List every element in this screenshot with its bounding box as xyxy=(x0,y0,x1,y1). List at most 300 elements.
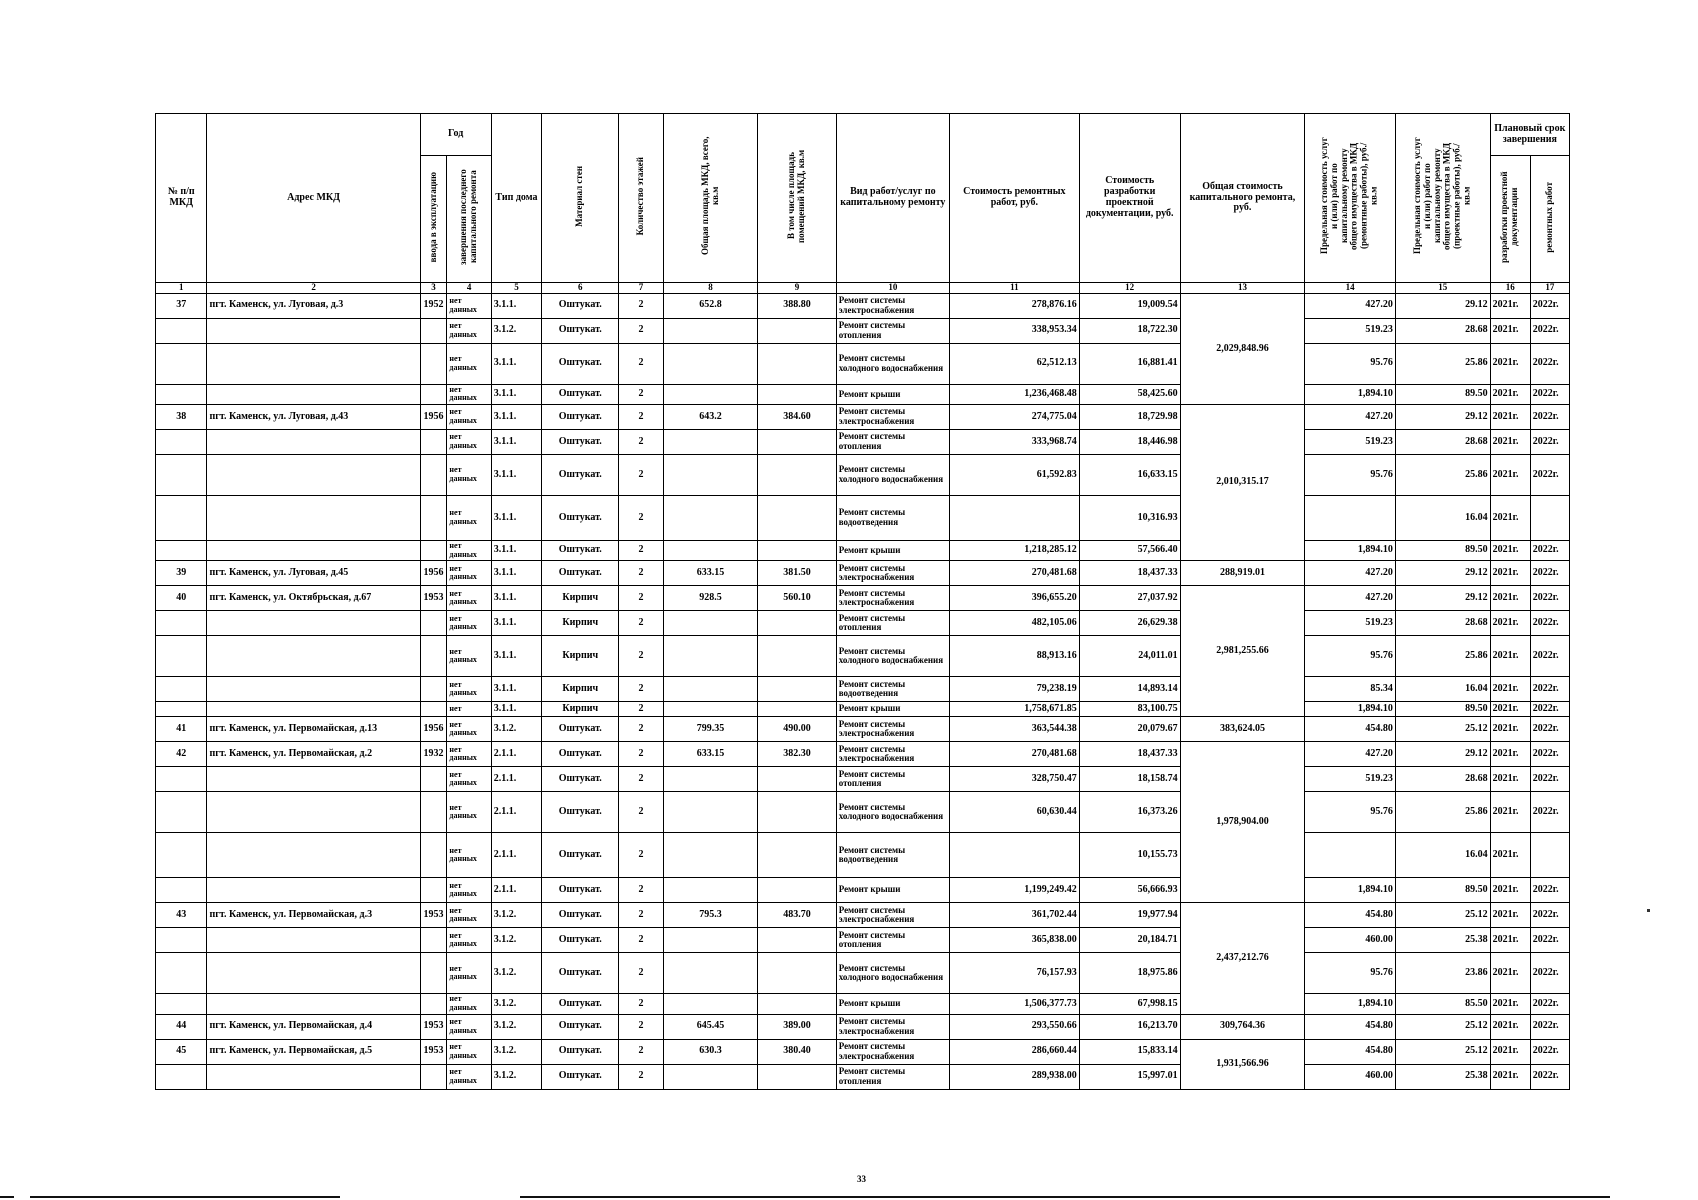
house-address-empty xyxy=(207,792,420,833)
repair-cost: 328,750.47 xyxy=(949,767,1079,792)
header-design-cost: Стоимость разработки проектной документации, руб. xyxy=(1079,114,1180,283)
wall-material: Оштукат. xyxy=(542,953,619,994)
repair-cost: 62,512.13 xyxy=(949,343,1079,384)
house-address-empty xyxy=(207,318,420,343)
repair-cost: 365,838.00 xyxy=(949,928,1079,953)
wall-material: Оштукат. xyxy=(542,430,619,455)
last-repair-year: нет данных xyxy=(447,742,491,767)
commission-year: 1956 xyxy=(420,405,447,430)
house-type: 3.1.1. xyxy=(491,677,541,702)
house-address: пгт. Каменск, ул. Первомайская, д.2 xyxy=(207,742,420,767)
plan-repair-year: 2022г. xyxy=(1530,405,1569,430)
column-number: 14 xyxy=(1305,282,1396,293)
wall-material: Оштукат. xyxy=(542,833,619,878)
house-address-empty xyxy=(207,767,420,792)
plan-repair-year: 2022г. xyxy=(1530,455,1569,496)
premises-area-empty xyxy=(758,953,836,994)
limit-repair-cost: 427.20 xyxy=(1305,405,1396,430)
limit-repair-cost: 427.20 xyxy=(1305,742,1396,767)
work-type: Ремонт системы отопления xyxy=(836,430,949,455)
work-type: Ремонт системы холодного водоснабжения xyxy=(836,455,949,496)
table-row xyxy=(156,343,1570,384)
work-type: Ремонт системы отопления xyxy=(836,611,949,636)
floor-count: 2 xyxy=(619,541,663,561)
limit-repair-cost: 519.23 xyxy=(1305,318,1396,343)
house-number-empty xyxy=(156,636,207,677)
work-type: Ремонт крыши xyxy=(836,702,949,717)
commission-year: 1956 xyxy=(420,717,447,742)
header-floors: Количество этажей xyxy=(619,114,663,283)
limit-design-cost: 28.68 xyxy=(1395,611,1490,636)
floor-count: 2 xyxy=(619,636,663,677)
header-year-group: Год xyxy=(420,114,491,156)
limit-design-cost: 25.86 xyxy=(1395,792,1490,833)
total-area: 652.8 xyxy=(663,293,758,318)
floor-count: 2 xyxy=(619,496,663,541)
repair-cost xyxy=(949,496,1079,541)
last-repair-year: нет данных xyxy=(447,455,491,496)
work-type: Ремонт системы отопления xyxy=(836,767,949,792)
commission-year-empty xyxy=(420,1064,447,1089)
last-repair-year: нет данных xyxy=(447,496,491,541)
premises-area: 380.40 xyxy=(758,1039,836,1064)
wall-material: Оштукат. xyxy=(542,1064,619,1089)
premises-area-empty xyxy=(758,611,836,636)
column-number: 16 xyxy=(1490,282,1530,293)
last-repair-year: нет данных xyxy=(447,541,491,561)
work-type: Ремонт системы холодного водоснабжения xyxy=(836,792,949,833)
house-type: 2.1.1. xyxy=(491,878,541,903)
premises-area: 560.10 xyxy=(758,586,836,611)
floor-count: 2 xyxy=(619,611,663,636)
house-number-empty xyxy=(156,455,207,496)
house-type: 2.1.1. xyxy=(491,742,541,767)
commission-year-empty xyxy=(420,455,447,496)
premises-area-empty xyxy=(758,636,836,677)
floor-count: 2 xyxy=(619,767,663,792)
table-row xyxy=(156,677,1570,702)
commission-year: 1952 xyxy=(420,293,447,318)
total-repair-cost: 1,978,904.00 xyxy=(1180,742,1305,903)
premises-area-empty xyxy=(758,928,836,953)
floor-count: 2 xyxy=(619,994,663,1014)
design-cost: 10,155.73 xyxy=(1079,833,1180,878)
plan-repair-year: 2022г. xyxy=(1530,767,1569,792)
header-house-type: Тип дома xyxy=(491,114,541,283)
premises-area-empty xyxy=(758,833,836,878)
last-repair-year: нет данных xyxy=(447,928,491,953)
plan-design-year: 2021г. xyxy=(1490,343,1530,384)
total-area: 645.45 xyxy=(663,1014,758,1039)
limit-design-cost: 25.86 xyxy=(1395,455,1490,496)
last-repair-year: нет данных xyxy=(447,611,491,636)
limit-repair-cost: 1,894.10 xyxy=(1305,878,1396,903)
header-year-last-repair: завершения последнего капитального ремонта xyxy=(447,156,491,283)
column-number: 1 xyxy=(156,282,207,293)
last-repair-year: нет данных xyxy=(447,677,491,702)
wall-material: Кирпич xyxy=(542,702,619,717)
wall-material: Оштукат. xyxy=(542,742,619,767)
wall-material: Кирпич xyxy=(542,586,619,611)
house-address-empty xyxy=(207,384,420,404)
header-wall-material: Материал стен xyxy=(542,114,619,283)
floor-count: 2 xyxy=(619,953,663,994)
house-type: 3.1.1. xyxy=(491,561,541,586)
design-cost: 18,437.33 xyxy=(1079,742,1180,767)
house-type: 3.1.2. xyxy=(491,928,541,953)
house-number: 40 xyxy=(156,586,207,611)
house-type: 3.1.1. xyxy=(491,541,541,561)
floor-count: 2 xyxy=(619,318,663,343)
last-repair-year: нет данных xyxy=(447,1039,491,1064)
limit-repair-cost: 427.20 xyxy=(1305,293,1396,318)
limit-repair-cost: 427.20 xyxy=(1305,586,1396,611)
house-address-empty xyxy=(207,878,420,903)
floor-count: 2 xyxy=(619,586,663,611)
limit-repair-cost: 1,894.10 xyxy=(1305,384,1396,404)
plan-design-year: 2021г. xyxy=(1490,636,1530,677)
header-plan-repair: ремонтных работ xyxy=(1530,156,1569,283)
work-type: Ремонт крыши xyxy=(836,384,949,404)
floor-count: 2 xyxy=(619,343,663,384)
floor-count: 2 xyxy=(619,677,663,702)
plan-repair-year: 2022г. xyxy=(1530,717,1569,742)
commission-year-empty xyxy=(420,541,447,561)
last-repair-year: нет данных xyxy=(447,792,491,833)
house-address-empty xyxy=(207,833,420,878)
house-type: 3.1.1. xyxy=(491,430,541,455)
column-number: 9 xyxy=(758,282,836,293)
house-type: 3.1.1. xyxy=(491,496,541,541)
floor-count: 2 xyxy=(619,455,663,496)
limit-design-cost: 23.86 xyxy=(1395,953,1490,994)
plan-repair-year: 2022г. xyxy=(1530,586,1569,611)
house-address-empty xyxy=(207,496,420,541)
limit-design-cost: 25.38 xyxy=(1395,928,1490,953)
work-type: Ремонт крыши xyxy=(836,541,949,561)
column-number: 13 xyxy=(1180,282,1305,293)
plan-design-year: 2021г. xyxy=(1490,405,1530,430)
table-row xyxy=(156,1039,1570,1064)
total-repair-cost: 383,624.05 xyxy=(1180,717,1305,742)
limit-repair-cost: 460.00 xyxy=(1305,928,1396,953)
header-repair-cost: Стоимость ремонтных работ, руб. xyxy=(949,114,1079,283)
house-number-empty xyxy=(156,994,207,1014)
design-cost: 15,997.01 xyxy=(1079,1064,1180,1089)
limit-repair-cost: 519.23 xyxy=(1305,611,1396,636)
house-number-empty xyxy=(156,702,207,717)
design-cost: 19,977.94 xyxy=(1079,903,1180,928)
design-cost: 14,893.14 xyxy=(1079,677,1180,702)
last-repair-year: нет данных xyxy=(447,717,491,742)
plan-repair-year: 2022г. xyxy=(1530,541,1569,561)
plan-design-year: 2021г. xyxy=(1490,1039,1530,1064)
design-cost: 27,037.92 xyxy=(1079,586,1180,611)
house-number: 37 xyxy=(156,293,207,318)
total-repair-cost: 2,981,255.66 xyxy=(1180,586,1305,717)
limit-design-cost: 29.12 xyxy=(1395,586,1490,611)
column-number: 12 xyxy=(1079,282,1180,293)
table-row xyxy=(156,611,1570,636)
total-area: 795.3 xyxy=(663,903,758,928)
premises-area: 384.60 xyxy=(758,405,836,430)
plan-repair-year: 2022г. xyxy=(1530,702,1569,717)
limit-design-cost: 25.86 xyxy=(1395,636,1490,677)
house-address-empty xyxy=(207,636,420,677)
design-cost: 18,729.98 xyxy=(1079,405,1180,430)
design-cost: 24,011.01 xyxy=(1079,636,1180,677)
limit-design-cost: 28.68 xyxy=(1395,318,1490,343)
plan-repair-year: 2022г. xyxy=(1530,561,1569,586)
limit-repair-cost: 1,894.10 xyxy=(1305,702,1396,717)
scan-dot xyxy=(1647,909,1650,912)
total-area-empty xyxy=(663,767,758,792)
house-type: 3.1.2. xyxy=(491,903,541,928)
limit-design-cost: 16.04 xyxy=(1395,833,1490,878)
work-type: Ремонт крыши xyxy=(836,994,949,1014)
repair-cost: 1,506,377.73 xyxy=(949,994,1079,1014)
floor-count: 2 xyxy=(619,430,663,455)
header-limit-repair: Предельная стоимость услуг и (или) работ по капитальному ремонту общего имущества в МКД (ремонтные работы), руб./кв.м xyxy=(1305,114,1396,283)
total-area-empty xyxy=(663,994,758,1014)
limit-repair-cost: 95.76 xyxy=(1305,636,1396,677)
total-area: 799.35 xyxy=(663,717,758,742)
design-cost: 16,881.41 xyxy=(1079,343,1180,384)
house-address: пгт. Каменск, ул. Октябрьская, д.67 xyxy=(207,586,420,611)
house-type: 3.1.1. xyxy=(491,586,541,611)
limit-repair-cost: 454.80 xyxy=(1305,903,1396,928)
premises-area: 381.50 xyxy=(758,561,836,586)
wall-material: Оштукат. xyxy=(542,903,619,928)
premises-area-empty xyxy=(758,702,836,717)
scan-edge-line xyxy=(0,1196,14,1198)
design-cost: 83,100.75 xyxy=(1079,702,1180,717)
plan-repair-year: 2022г. xyxy=(1530,343,1569,384)
commission-year-empty xyxy=(420,702,447,717)
design-cost: 57,566.40 xyxy=(1079,541,1180,561)
total-repair-cost: 288,919.01 xyxy=(1180,561,1305,586)
wall-material: Оштукат. xyxy=(542,928,619,953)
commission-year-empty xyxy=(420,928,447,953)
floor-count: 2 xyxy=(619,833,663,878)
header-work-type: Вид работ/услуг по капитальному ремонту xyxy=(836,114,949,283)
house-address-empty xyxy=(207,430,420,455)
house-number: 44 xyxy=(156,1014,207,1039)
premises-area-empty xyxy=(758,677,836,702)
house-address: пгт. Каменск, ул. Первомайская, д.4 xyxy=(207,1014,420,1039)
repair-cost: 286,660.44 xyxy=(949,1039,1079,1064)
house-number: 38 xyxy=(156,405,207,430)
last-repair-year: нет данных xyxy=(447,878,491,903)
repair-cost: 338,953.34 xyxy=(949,318,1079,343)
limit-design-cost: 89.50 xyxy=(1395,702,1490,717)
floor-count: 2 xyxy=(619,792,663,833)
limit-repair-cost: 1,894.10 xyxy=(1305,994,1396,1014)
house-address-empty xyxy=(207,928,420,953)
design-cost: 18,437.33 xyxy=(1079,561,1180,586)
house-type: 3.1.1. xyxy=(491,405,541,430)
floor-count: 2 xyxy=(619,928,663,953)
work-type: Ремонт системы электроснабжения xyxy=(836,561,949,586)
last-repair-year: нет данных xyxy=(447,767,491,792)
house-number: 39 xyxy=(156,561,207,586)
limit-repair-cost: 454.80 xyxy=(1305,1014,1396,1039)
design-cost: 16,213.70 xyxy=(1079,1014,1180,1039)
commission-year-empty xyxy=(420,496,447,541)
limit-repair-cost: 454.80 xyxy=(1305,1039,1396,1064)
plan-design-year: 2021г. xyxy=(1490,767,1530,792)
last-repair-year: нет данных xyxy=(447,343,491,384)
plan-design-year: 2021г. xyxy=(1490,293,1530,318)
repair-cost: 289,938.00 xyxy=(949,1064,1079,1089)
total-area-empty xyxy=(663,677,758,702)
house-address-empty xyxy=(207,702,420,717)
header-plan-design: разработки проектной документации xyxy=(1490,156,1530,283)
plan-repair-year: 2022г. xyxy=(1530,742,1569,767)
house-number-empty xyxy=(156,928,207,953)
limit-repair-cost: 95.76 xyxy=(1305,343,1396,384)
plan-design-year: 2021г. xyxy=(1490,792,1530,833)
header-total-cost: Общая стоимость капитального ремонта, руб. xyxy=(1180,114,1305,283)
commission-year: 1953 xyxy=(420,903,447,928)
limit-design-cost: 85.50 xyxy=(1395,994,1490,1014)
total-area-empty xyxy=(663,384,758,404)
wall-material: Оштукат. xyxy=(542,496,619,541)
repair-cost: 293,550.66 xyxy=(949,1014,1079,1039)
table-row xyxy=(156,742,1570,767)
house-number-empty xyxy=(156,677,207,702)
design-cost: 18,975.86 xyxy=(1079,953,1180,994)
design-cost: 20,184.71 xyxy=(1079,928,1180,953)
repair-cost: 61,592.83 xyxy=(949,455,1079,496)
column-number: 17 xyxy=(1530,282,1569,293)
house-number: 42 xyxy=(156,742,207,767)
total-area-empty xyxy=(663,953,758,994)
limit-design-cost: 28.68 xyxy=(1395,767,1490,792)
total-area-empty xyxy=(663,496,758,541)
limit-design-cost: 89.50 xyxy=(1395,384,1490,404)
repair-cost: 274,775.04 xyxy=(949,405,1079,430)
table-row xyxy=(156,792,1570,833)
plan-repair-year: 2022г. xyxy=(1530,878,1569,903)
work-type: Ремонт системы холодного водоснабжения xyxy=(836,953,949,994)
header-year-commission: ввода в эксплуатацию xyxy=(420,156,447,283)
floor-count: 2 xyxy=(619,293,663,318)
work-type: Ремонт системы электроснабжения xyxy=(836,903,949,928)
total-area-empty xyxy=(663,1064,758,1089)
wall-material: Оштукат. xyxy=(542,792,619,833)
floor-count: 2 xyxy=(619,878,663,903)
design-cost: 18,722.30 xyxy=(1079,318,1180,343)
design-cost: 20,079.67 xyxy=(1079,717,1180,742)
repair-cost: 1,236,468.48 xyxy=(949,384,1079,404)
wall-material: Оштукат. xyxy=(542,455,619,496)
repair-cost: 482,105.06 xyxy=(949,611,1079,636)
floor-count: 2 xyxy=(619,405,663,430)
plan-repair-year: 2022г. xyxy=(1530,1064,1569,1089)
last-repair-year: нет данных xyxy=(447,318,491,343)
commission-year-empty xyxy=(420,430,447,455)
total-repair-cost: 2,010,315.17 xyxy=(1180,405,1305,561)
house-type: 3.1.1. xyxy=(491,455,541,496)
plan-repair-year: 2022г. xyxy=(1530,430,1569,455)
plan-design-year: 2021г. xyxy=(1490,1014,1530,1039)
plan-design-year: 2021г. xyxy=(1490,994,1530,1014)
work-type: Ремонт системы электроснабжения xyxy=(836,586,949,611)
premises-area-empty xyxy=(758,496,836,541)
design-cost: 18,446.98 xyxy=(1079,430,1180,455)
house-address-empty xyxy=(207,953,420,994)
house-address-empty xyxy=(207,611,420,636)
house-address: пгт. Каменск, ул. Первомайская, д.5 xyxy=(207,1039,420,1064)
limit-design-cost: 25.38 xyxy=(1395,1064,1490,1089)
plan-repair-year xyxy=(1530,496,1569,541)
limit-repair-cost: 427.20 xyxy=(1305,561,1396,586)
table-body xyxy=(156,293,1570,1089)
commission-year-empty xyxy=(420,677,447,702)
limit-repair-cost xyxy=(1305,833,1396,878)
house-address: пгт. Каменск, ул. Луговая, д.3 xyxy=(207,293,420,318)
repair-cost: 270,481.68 xyxy=(949,561,1079,586)
plan-repair-year: 2022г. xyxy=(1530,611,1569,636)
limit-design-cost: 25.12 xyxy=(1395,1039,1490,1064)
house-address: пгт. Каменск, ул. Луговая, д.43 xyxy=(207,405,420,430)
last-repair-year: нет данных xyxy=(447,1064,491,1089)
work-type: Ремонт системы электроснабжения xyxy=(836,742,949,767)
limit-repair-cost: 454.80 xyxy=(1305,717,1396,742)
commission-year-empty xyxy=(420,318,447,343)
column-number: 11 xyxy=(949,282,1079,293)
premises-area: 490.00 xyxy=(758,717,836,742)
premises-area-empty xyxy=(758,343,836,384)
house-address: пгт. Каменск, ул. Луговая, д.45 xyxy=(207,561,420,586)
repair-cost: 1,758,671.85 xyxy=(949,702,1079,717)
premises-area-empty xyxy=(758,767,836,792)
header-limit-design: Предельная стоимость услуг и (или) работ по капитальному ремонту общего имущества в МКД (проектные работы), руб./кв.м xyxy=(1395,114,1490,283)
house-type: 3.1.2. xyxy=(491,318,541,343)
commission-year-empty xyxy=(420,833,447,878)
limit-repair-cost: 85.34 xyxy=(1305,677,1396,702)
limit-design-cost: 25.12 xyxy=(1395,717,1490,742)
total-area-empty xyxy=(663,430,758,455)
total-area: 928.5 xyxy=(663,586,758,611)
repair-cost: 278,876.16 xyxy=(949,293,1079,318)
column-number: 10 xyxy=(836,282,949,293)
house-type: 3.1.2. xyxy=(491,1014,541,1039)
floor-count: 2 xyxy=(619,384,663,404)
limit-repair-cost xyxy=(1305,496,1396,541)
repair-cost: 60,630.44 xyxy=(949,792,1079,833)
total-area-empty xyxy=(663,541,758,561)
premises-area-empty xyxy=(758,878,836,903)
plan-design-year: 2021г. xyxy=(1490,742,1530,767)
house-number-empty xyxy=(156,792,207,833)
total-area-empty xyxy=(663,792,758,833)
column-number-row xyxy=(156,282,1570,293)
wall-material: Оштукат. xyxy=(542,318,619,343)
work-type: Ремонт системы электроснабжения xyxy=(836,1014,949,1039)
plan-design-year: 2021г. xyxy=(1490,833,1530,878)
plan-repair-year: 2022г. xyxy=(1530,994,1569,1014)
plan-design-year: 2021г. xyxy=(1490,318,1530,343)
limit-design-cost: 25.12 xyxy=(1395,903,1490,928)
design-cost: 26,629.38 xyxy=(1079,611,1180,636)
header-premises-area: В том числе площадь помещений МКД, кв.м xyxy=(758,114,836,283)
repair-cost: 396,655.20 xyxy=(949,586,1079,611)
table-row xyxy=(156,405,1570,430)
house-address-empty xyxy=(207,1064,420,1089)
design-cost: 18,158.74 xyxy=(1079,767,1180,792)
